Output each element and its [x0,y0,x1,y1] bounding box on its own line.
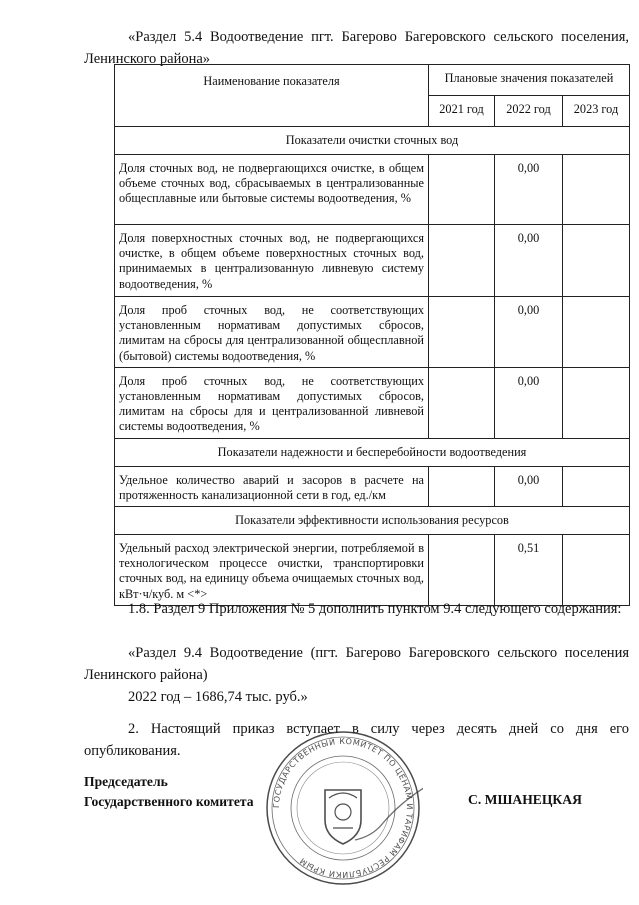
year-header-2023: 2023 год [563,96,630,127]
paragraph-2: 2. Настоящий приказ вступает в силу через десять дней со дня его опубликования. [84,721,629,759]
value-2022: 0,00 [495,225,563,297]
value-2021 [429,466,495,506]
col-header-name: Наименование показателя [115,65,429,127]
value-2022: 0,00 [495,155,563,225]
section-title-treatment: Показатели очистки сточных вод [115,127,630,155]
paragraph-1-8: 1.8. Раздел 9 Приложения № 5 дополнить пунктом 9.4 следующего содержания: [128,601,622,617]
signatory-title-line2: Государственного комитета [84,794,254,809]
value-2023 [563,225,630,297]
signatory-name: С. МШАНЕЦКАЯ [468,792,582,807]
value-2023 [563,367,630,438]
table-row-name: Доля проб сточных вод, не соответствующих установленным нормативам допустимых сбросов, лимитам на сбросы для и централизованной ливневой системы водоотведения, % [115,367,429,438]
section-title-efficiency: Показатели эффективности использования ресурсов [115,507,630,535]
value-2022: 0,00 [495,466,563,506]
value-2023 [563,297,630,368]
value-2021 [429,297,495,368]
col-header-plan: Плановые значения показателей [429,65,630,96]
value-2022: 0,00 [495,297,563,368]
value-2022: 0,00 [495,367,563,438]
value-2023 [563,155,630,225]
section-intro: «Раздел 5.4 Водоотведение пгт. Багерово Багеровского сельского поселения, Ленинского района» [84,29,629,67]
year-header-2021: 2021 год [429,96,495,127]
value-2021 [429,367,495,438]
table-row-name: Удельное количество аварий и засоров в расчете на протяженность канализационной сети в год, ед./км [115,466,429,506]
paragraph-amount: 2022 год – 1686,74 тыс. руб.» [128,689,308,705]
signatory-title-line1: Председатель [84,774,168,789]
value-2023 [563,535,630,606]
table-row-name: Удельный расход электрической энергии, потребляемой в технологическом процессе очистки, транспортировки сточных вод, на единицу объема очищаемых сточных вод, кВт·ч/куб. м <*> [115,535,429,606]
value-2021 [429,535,495,606]
signatory-title [84,772,254,812]
year-header-2022: 2022 год [495,96,563,127]
value-2022: 0,51 [495,535,563,606]
official-seal-stamp [263,728,423,888]
svg-text:ГОСУДАРСТВЕННЫЙ КОМИТЕТ ПО ЦЕН: ГОСУДАРСТВЕННЫЙ КОМИТЕТ ПО ЦЕНАМ И ТАРИФАМ РЕСПУБЛИКИ КРЫМ [271,736,415,880]
value-2023 [563,466,630,506]
section-title-reliability: Показатели надежности и бесперебойности водоотведения [115,438,630,466]
table-row-name: Доля поверхностных сточных вод, не подвергающихся очистке, в общем объеме поверхностных сточных вод, принимаемых в централизованную ливневую систему водоотведения, % [115,225,429,297]
value-2021 [429,225,495,297]
indicators-table [114,64,630,606]
table-row-name: Доля проб сточных вод, не соответствующих установленным нормативам допустимых сбросов, лимитам на сбросы для централизованной общесплавной (бытовой) системы водоотведения, % [115,297,429,368]
table-row-name: Доля сточных вод, не подвергающихся очистке, в общем объеме сточных вод, сбрасываемых в централизованные общесплавные или бытовые системы водоотведения, % [115,155,429,225]
value-2021 [429,155,495,225]
paragraph-section-9-4: «Раздел 9.4 Водоотведение (пгт. Багерово Багеровского сельского поселения Ленинского района) [84,645,629,683]
